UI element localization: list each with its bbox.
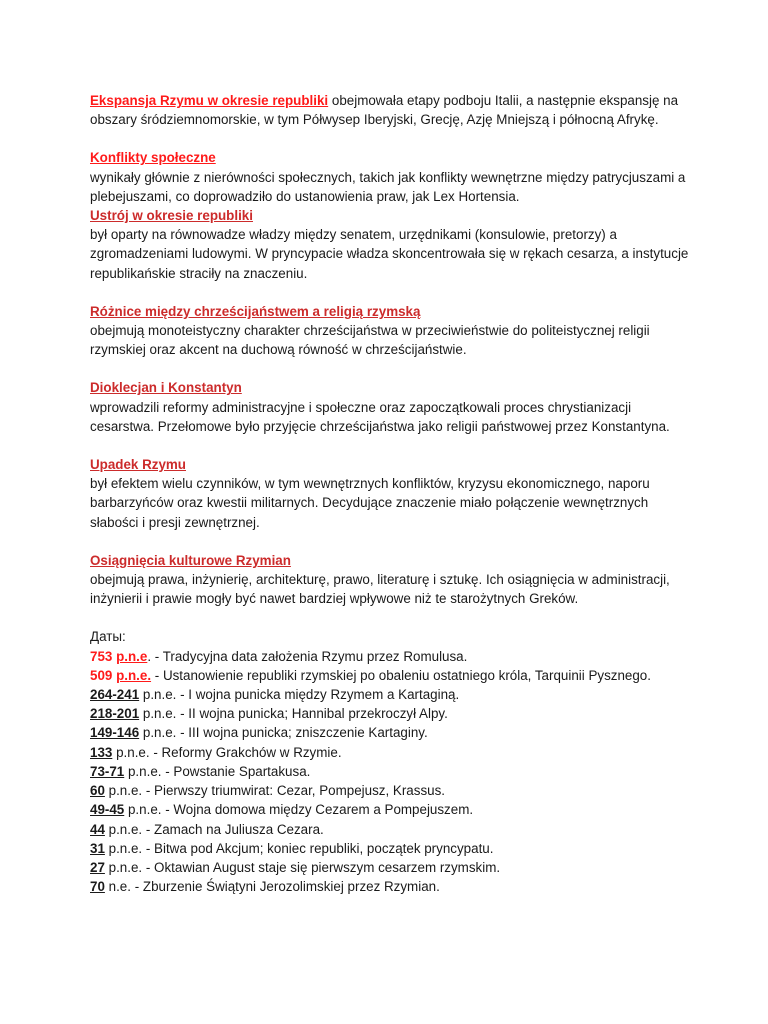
- date-era: p.n.e.: [142, 706, 177, 722]
- date-text: - Bitwa pod Akcjum; koniec republiki, początek pryncypatu.: [142, 840, 494, 856]
- date-text: - II wojna punicka; Hannibal przekroczył Alpy.: [176, 706, 448, 722]
- dates-label: Даты:: [90, 629, 126, 645]
- date-text: - Zburzenie Świątyni Jerozolimskiej przez Rzymian.: [130, 879, 440, 895]
- date-item: [90, 820, 690, 839]
- date-text: - Wojna domowa między Cezarem a Pompejuszem.: [161, 802, 474, 818]
- section-text: wynikały głównie z nierówności społecznych, takich jak konflikty wewnętrzne między patrycjuszami a plebejuszami, co doprowadziło do ustanowienia praw, jak Lex Hortensia.: [90, 169, 686, 204]
- date-era: p.n.e.: [142, 725, 177, 741]
- section-diocletian-constantine: [90, 378, 690, 436]
- section-title: Upadek Rzymu: [90, 457, 186, 473]
- date-era: p.n.e.: [116, 744, 150, 760]
- date-item: [90, 839, 690, 858]
- section-expansion: [90, 91, 690, 129]
- date-era: p.n.e.: [108, 821, 143, 837]
- date-year: 27: [90, 859, 105, 875]
- section-text: był efektem wielu czynników, w tym wewnętrznych konfliktów, kryzysu ekonomicznego, naporu barbarzyńców oraz kwestii militarnych. Decydujące znaczenie miało połączenie wewnętrznych słabości i presji zewnętrznej.: [90, 476, 650, 530]
- section-text: wprowadzili reformy administracyjne i społeczne oraz zapoczątkowali proces chrystianizacji cesarstwa. Przełomowe było przyjęcie chrześcijaństwa jako religii państwowej przez Konstantyna.: [90, 399, 670, 434]
- section-republic-system: [90, 206, 690, 283]
- date-item: [90, 743, 690, 762]
- section-title: Konflikty społeczne: [90, 150, 216, 166]
- date-year: 753: [90, 648, 113, 664]
- date-text: - Pierwszy triumwirat: Cezar, Pompejusz, Krassus.: [142, 783, 446, 799]
- date-year: 264-241: [90, 687, 140, 703]
- date-era: p.n.e.: [108, 840, 143, 856]
- date-era: p.n.e: [116, 648, 148, 664]
- date-era: p.n.e.: [127, 763, 162, 779]
- section-cultural-achievements: [90, 551, 690, 609]
- section-title: Dioklecjan i Konstantyn: [90, 380, 242, 396]
- document-content: [90, 91, 690, 896]
- date-text: - Ustanowienie republiki rzymskiej po obaleniu ostatniego króla, Tarquinii Pysznego.: [151, 667, 651, 683]
- date-year: 70: [90, 879, 105, 895]
- section-fall-of-rome: [90, 455, 690, 532]
- date-text: - Oktawian August staje się pierwszym cesarzem rzymskim.: [142, 859, 501, 875]
- date-item: [90, 781, 690, 800]
- date-year: 133: [90, 744, 113, 760]
- date-item: [90, 704, 690, 723]
- date-item: [90, 877, 690, 896]
- date-era: p.n.e.: [116, 667, 152, 683]
- date-year: 509: [90, 667, 113, 683]
- date-year: 73-71: [90, 763, 125, 779]
- dates-list: [90, 627, 690, 896]
- date-era: p.n.e.: [108, 783, 143, 799]
- date-item: [90, 666, 690, 685]
- date-year: 31: [90, 840, 105, 856]
- section-text: obejmują prawa, inżynierię, architekturę, prawo, literaturę i sztukę. Ich osiągnięcia w administracji, inżynierii i prawie mogły być nawet bardziej wpływowe niż te starożytnych Greków.: [90, 572, 670, 607]
- date-item: [90, 647, 690, 666]
- section-religion-differences: [90, 302, 690, 360]
- date-text: - Reformy Grakchów w Rzymie.: [149, 744, 342, 760]
- section-title: Ekspansja Rzymu w okresie republiki: [90, 93, 329, 108]
- date-text: . - Tradycyjna data założenia Rzymu przez Romulusa.: [147, 648, 468, 664]
- date-item: [90, 762, 690, 781]
- date-year: 49-45: [90, 802, 125, 818]
- date-text: - Powstanie Spartakusa.: [161, 763, 311, 779]
- date-era: n.e.: [108, 879, 131, 895]
- date-year: 149-146: [90, 725, 140, 741]
- section-title: Ustrój w okresie republiki: [90, 208, 253, 224]
- section-text: obejmowała etapy podboju Italii, a następnie ekspansję na obszary śródziemnomorskie, w tym Półwysep Iberyjski, Grecję, Azję Mniejszą i północną Afrykę.: [90, 93, 679, 128]
- section-social-conflicts: [90, 148, 690, 206]
- date-year: 218-201: [90, 706, 140, 722]
- date-text: - Zamach na Juliusza Cezara.: [142, 821, 324, 837]
- section-title: Różnice między chrześcijaństwem a religią rzymską: [90, 303, 421, 319]
- section-text: obejmują monoteistyczny charakter chrześcijaństwa w przeciwieństwie do politeistycznej religii rzymskiej oraz akcent na duchową równość w chrześcijaństwie.: [90, 323, 650, 358]
- date-item: [90, 858, 690, 877]
- date-year: 44: [90, 821, 105, 837]
- date-text: - III wojna punicka; zniszczenie Kartaginy.: [176, 725, 428, 741]
- date-item: [90, 723, 690, 742]
- date-era: p.n.e.: [127, 802, 162, 818]
- date-text: - I wojna punicka między Rzymem a Kartaginą.: [176, 687, 460, 703]
- date-era: p.n.e.: [108, 859, 143, 875]
- section-text: był oparty na równowadze władzy między senatem, urzędnikami (konsulowie, pretorzy) a zgromadzeniami ludowymi. W pryncypacie władza skoncentrowała się w rękach cesarza, a instytucje republikańskie straciły na znaczeniu.: [90, 227, 689, 281]
- section-title: Osiągnięcia kulturowe Rzymian: [90, 552, 291, 568]
- date-item: [90, 800, 690, 819]
- date-year: 60: [90, 783, 105, 799]
- date-item: [90, 685, 690, 704]
- date-era: p.n.e.: [142, 687, 177, 703]
